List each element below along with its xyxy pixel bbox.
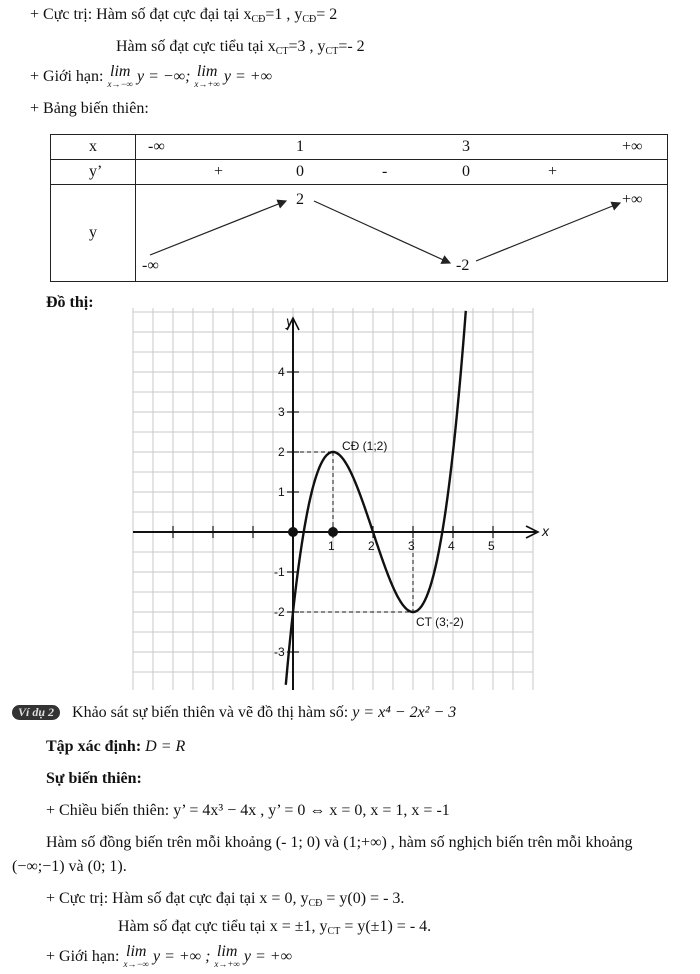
min-y-symbol: y: [317, 38, 326, 55]
y-tick-label: 2: [278, 445, 285, 459]
yprime-label: y’: [89, 163, 103, 180]
y-tick-label: 4: [278, 365, 285, 379]
lim-expression: y = +∞: [243, 948, 292, 965]
graph-heading: Đồ thị:: [46, 294, 94, 311]
limits-label: + Giới hạn:: [46, 948, 120, 965]
min-point-label: CT (3;-2): [416, 615, 464, 629]
lim-subscript: x→−∞: [107, 79, 133, 89]
x-tick-label: 1: [328, 539, 335, 553]
max-sentence: Hàm số đạt cực đại tại: [96, 6, 240, 23]
lim-word: lim: [196, 63, 218, 80]
max-point-label: CĐ (1;2): [342, 439, 388, 453]
y-tick-label: -1: [274, 565, 285, 579]
max-y-value: = 2: [316, 6, 338, 23]
extrema-line-min: Hàm số đạt cực tiểu tại $x_{CT}=3$ , $y_{CT}=-$ 2: [116, 38, 365, 57]
y-values-cell: [136, 185, 668, 282]
monotonic-line-1: Hàm số đồng biến trên mỗi khoảng (- 1; 0) và (1;+∞) , hàm số nghịch biến trên mỗi khoảng: [46, 834, 633, 851]
function-graph: [120, 308, 680, 698]
sign-value: +: [214, 163, 224, 180]
limit-neg-inf: [123, 943, 149, 970]
y-value-max: 2: [296, 191, 304, 208]
x-value: 3: [462, 138, 470, 155]
x-axis-label: x: [542, 523, 549, 539]
yprime-values-cell: [136, 160, 668, 185]
y-value-pos-inf: +∞: [622, 191, 643, 208]
x-values-cell: [136, 135, 668, 160]
sign-value: +: [548, 163, 558, 180]
x-label-cell: [51, 135, 136, 160]
y-tick-label: -2: [274, 605, 285, 619]
variation-table: [50, 134, 668, 282]
x-label: x: [89, 138, 97, 155]
lim-expression: y = −∞;: [136, 68, 191, 85]
max-y-sub: CĐ: [308, 898, 323, 909]
x-tick-label: 5: [488, 539, 495, 553]
x-value: +∞: [622, 138, 643, 155]
x-tick-label: 4: [448, 539, 455, 553]
min-y-sub: CT: [325, 46, 339, 57]
y-label-cell: [51, 185, 136, 282]
max-x-sub: CĐ: [251, 14, 266, 25]
y-value-min: -2: [456, 257, 470, 274]
lim-subscript: x→+∞: [194, 79, 220, 89]
derivative-line: + Chiều biến thiên: y’ = 4x³ − 4x , y’ = 0 ⇔ x = 0, x = 1, x = -1: [46, 802, 450, 819]
domain-value: D = R: [145, 738, 186, 755]
yprime-label-cell: [51, 160, 136, 185]
x-value: 1: [296, 138, 304, 155]
y-tick-label: -3: [274, 645, 285, 659]
example-max-line: [46, 890, 404, 909]
lim-word: lim: [126, 943, 147, 960]
arrow-up-1: [150, 201, 286, 255]
min-x-sub: CT: [275, 46, 289, 57]
max-x-symbol: x: [243, 6, 252, 23]
max-y-symbol: y: [294, 6, 303, 23]
lim-word: lim: [110, 63, 131, 80]
limit-pos-inf: [194, 63, 220, 90]
lim-subscript: x→−∞: [123, 959, 149, 969]
y-axis-label: y: [286, 313, 293, 329]
min-y-value: =- 2: [338, 38, 365, 55]
limit-neg-inf: [107, 63, 133, 90]
variation-heading: Sự biến thiên:: [46, 770, 142, 787]
arrow-up-2: [476, 203, 620, 261]
table-row-yprime: [51, 160, 668, 185]
sign-value: 0: [296, 163, 304, 180]
max-x-value: =1: [265, 6, 283, 23]
limits-label: + Giới hạn:: [30, 68, 104, 85]
monotonic-line-2: (−∞;−1) và (0; 1).: [12, 858, 127, 875]
y-value-neg-inf: -∞: [142, 257, 159, 274]
point-x1: [328, 527, 338, 537]
y-tick-label: 3: [278, 405, 285, 419]
lim-expression: y = +∞: [223, 68, 272, 85]
example-min-line: [118, 918, 431, 937]
variation-arrows: [136, 185, 668, 281]
table-row-y: [51, 185, 668, 282]
domain-label: Tập xác định:: [46, 738, 142, 755]
min-sentence: Hàm số đạt cực tiểu tại x = ±1,: [118, 918, 316, 935]
min-y-sub: CT: [327, 926, 341, 937]
x-tick-label: 3: [408, 539, 415, 553]
y-label: y: [89, 224, 97, 241]
arrow-down: [314, 201, 450, 263]
min-y-value: = y(±1) = - 4.: [344, 918, 432, 935]
min-x-symbol: x: [267, 38, 276, 55]
y-tick-label: 1: [278, 485, 285, 499]
extrema-label: + Cực trị:: [46, 890, 109, 907]
max-sentence: Hàm số đạt cực đại tại x = 0,: [112, 890, 297, 907]
min-y-symbol: y: [319, 918, 328, 935]
limit-pos-inf: [214, 943, 240, 970]
domain-line: [46, 738, 185, 756]
variation-table-heading: + Bảng biến thiên:: [30, 100, 149, 117]
example-badge: Ví dụ 2: [12, 705, 60, 720]
limits-line: [30, 63, 272, 90]
task-text: Khảo sát sự biến thiên và vẽ đồ thị hàm số:: [72, 704, 349, 721]
max-y-value: = y(0) = - 3.: [326, 890, 405, 907]
x-value: -∞: [148, 138, 165, 155]
min-sentence: Hàm số đạt cực tiểu tại: [116, 38, 264, 55]
sign-value: -: [382, 163, 388, 180]
max-y-sub: CĐ: [302, 14, 317, 25]
example-limits-line: [46, 943, 292, 970]
table-row-x: [51, 135, 668, 160]
extrema-line-max: + Cực trị: Hàm số đạt cực đại tại $x_{CĐ}=1$ , $y_{CĐ}= 2$: [30, 6, 338, 25]
x-tick-label: 2: [368, 539, 375, 553]
point-origin: [288, 527, 298, 537]
task-function: y = x⁴ − 2x² − 3: [352, 704, 457, 721]
grid: [133, 308, 533, 690]
lim-subscript: x→+∞: [214, 959, 240, 969]
sign-value: 0: [462, 163, 470, 180]
lim-word: lim: [216, 943, 238, 960]
extrema-label: + Cực trị:: [30, 6, 93, 23]
max-y-symbol: y: [300, 890, 309, 907]
example-line: [12, 704, 456, 722]
min-x-value: =3: [288, 38, 306, 55]
lim-expression: y = +∞ ;: [152, 948, 211, 965]
